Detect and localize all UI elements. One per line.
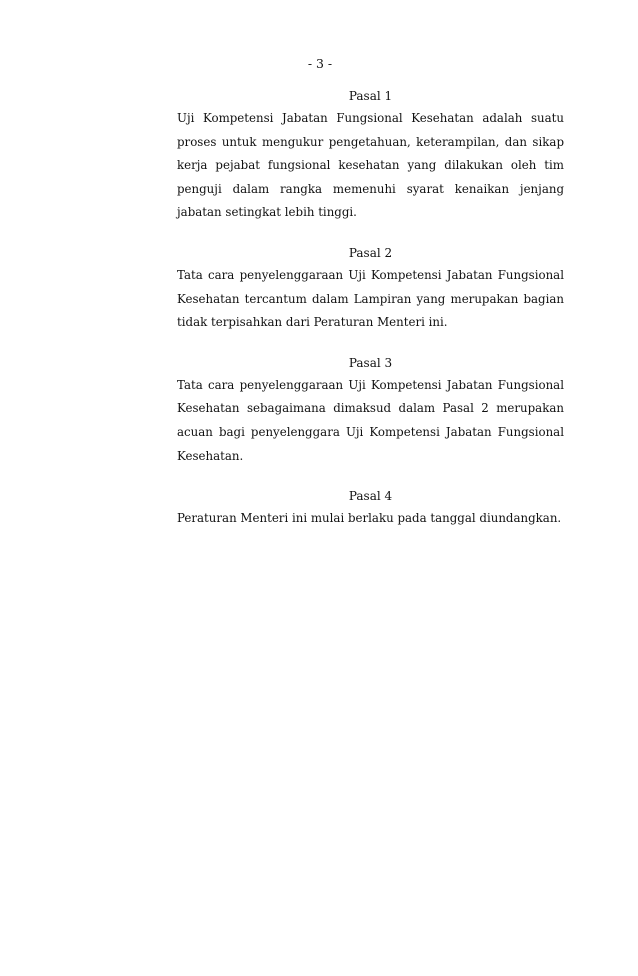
document-body	[177, 88, 564, 551]
pasal-4-section	[177, 488, 564, 531]
pasal-2-title: Pasal 2	[348, 245, 393, 260]
page-number: - 3 -	[307, 56, 333, 71]
pasal-4-text: Peraturan Menteri ini mulai berlaku pada tanggal diundangkan.	[177, 511, 562, 526]
pasal-3-title: Pasal 3	[348, 355, 393, 370]
pasal-4-title: Pasal 4	[348, 489, 393, 504]
pasal-3-text: Tata cara penyelenggaraan Uji Kompetensi Jabatan Fungsional Kesehatan sebagaimana dimaksud dalam Pasal 2 merupakan acuan bagi penyelenggara Uji Kompetensi Jabatan Fungsional Kesehatan.	[177, 377, 564, 463]
pasal-3-section	[177, 355, 564, 468]
pasal-2-section	[177, 245, 564, 335]
pasal-1-section	[177, 88, 564, 225]
pasal-1-text: Uji Kompetensi Jabatan Fungsional Kesehatan adalah suatu proses untuk mengukur pengetahuan, keterampilan, dan sikap kerja pejabat fungsional kesehatan yang dilakukan oleh tim penguji dalam rangka memenuhi syarat kenaikan jenjang jabatan setingkat lebih tinggi.	[177, 111, 564, 220]
pasal-2-text: Tata cara penyelenggaraan Uji Kompetensi Jabatan Fungsional Kesehatan tercantum dalam Lampiran yang merupakan bagian tidak terpisahkan dari Peraturan Menteri ini.	[177, 267, 564, 330]
pasal-1-title: Pasal 1	[348, 89, 393, 103]
